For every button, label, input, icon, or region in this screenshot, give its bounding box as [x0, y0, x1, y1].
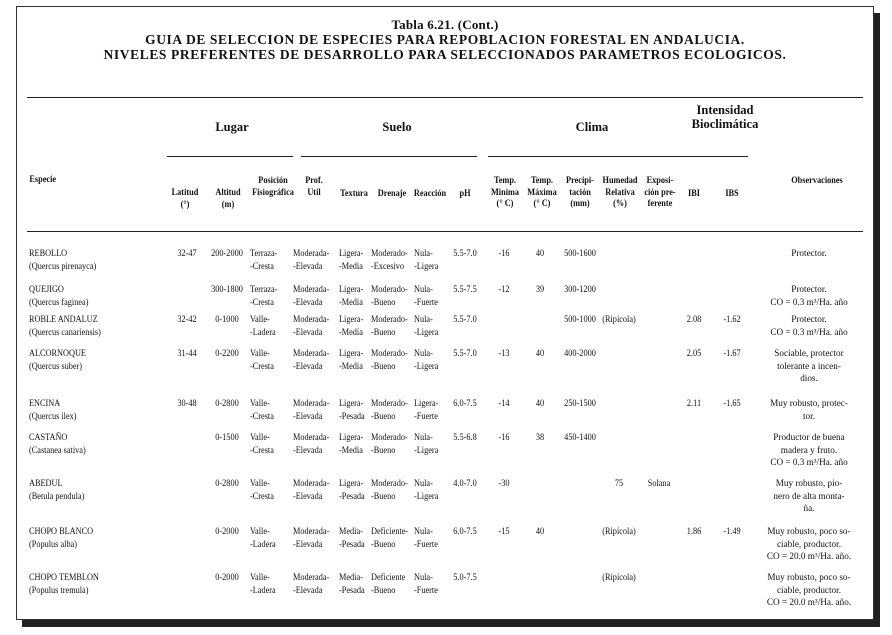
cell-ibs: -1.49: [723, 526, 741, 536]
cell-latitud: 31-44: [177, 348, 197, 358]
cell-textura: Ligera- -Media: [339, 348, 364, 371]
cell-altitud: 0-2000: [215, 572, 239, 582]
header-latitud: Latitud (°): [171, 187, 199, 209]
header-reaccion: Reacción: [413, 188, 447, 198]
cell-altitud: 0-2800: [215, 398, 239, 408]
cell-ph: 5.5-7.5: [453, 284, 477, 294]
cell-drenaje: Moderado- -Bueno: [371, 398, 408, 421]
cell-observaciones: Muy robusto, poco so- ciable, productor. CO = 20.0 m³/Ha. año.: [766, 572, 852, 607]
cell-prof: Moderada- -Elevada: [293, 314, 330, 337]
header-prof: Prof. Util: [305, 175, 323, 197]
cell-drenaje: Moderado- -Excesivo: [371, 248, 408, 271]
cell-textura: Media- -Pesada: [339, 526, 365, 549]
cell-observaciones: Productor de buena madera y fruto. CO = 0.3 m³/Ha. año: [770, 432, 848, 467]
cell-humedad: (Ripícola): [602, 526, 636, 536]
header-ibi: IBI: [688, 188, 700, 198]
cell-latitud: 30-48: [177, 398, 197, 408]
group-intensidad-rule: [680, 156, 748, 157]
cell-humedad: (Ripícola): [602, 314, 636, 324]
cell-textura: Ligera- -Media: [339, 314, 364, 337]
title-line-3: NIVELES PREFERENTES DE DESARROLLO PARA SELECCIONADOS PARAMETROS ECOLOGICOS.: [103, 47, 787, 62]
cell-posicion: Valle- -Ladera: [250, 572, 276, 595]
cell-tmax: 40: [535, 526, 545, 536]
cell-prof: Moderada- -Elevada: [293, 398, 330, 421]
cell-ibi: 1.86: [686, 526, 702, 536]
cell-ph: 4.0-7.0: [453, 478, 477, 488]
cell-especie: CHOPO TEMBLON (Populus tremula): [29, 572, 99, 595]
cell-ph: 5.5-7.0: [453, 314, 477, 324]
cell-prof: Moderada- -Elevada: [293, 284, 330, 307]
cell-latitud: 32-42: [177, 314, 197, 324]
group-clima-rule: [488, 156, 680, 157]
cell-drenaje: Moderado- -Bueno: [371, 314, 408, 337]
group-clima: Clima: [575, 120, 609, 134]
cell-reaccion: Nula- -Ligera: [414, 348, 439, 371]
header-ibs: IBS: [725, 188, 739, 198]
cell-posicion: Terraza- -Cresta: [250, 284, 278, 307]
header-exposicion: Exposi- ción pre- ferente: [644, 175, 676, 208]
cell-ibi: 2.05: [686, 348, 702, 358]
cell-tmax: 40: [535, 248, 545, 258]
cell-reaccion: Nula- -Ligera: [414, 432, 439, 455]
group-suelo: Suelo: [382, 120, 412, 134]
cell-posicion: Valle- -Ladera: [250, 314, 276, 337]
cell-observaciones: Protector. CO = 0.3 m³/Ha. año: [770, 284, 848, 307]
cell-posicion: Terraza- -Cresta: [250, 248, 278, 271]
cell-especie: ENCINA (Quercus ilex): [29, 398, 77, 421]
group-lugar-rule: [167, 156, 293, 157]
cell-tmin: -15: [498, 526, 510, 536]
cell-observaciones: Protector. CO = 0.3 m³/Ha. año: [770, 314, 848, 337]
cell-tmin: -16: [498, 432, 510, 442]
header-rule: [27, 231, 863, 232]
cell-ibs: -1.62: [723, 314, 741, 324]
group-lugar: Lugar: [215, 120, 249, 134]
cell-textura: Ligera- -Pesada: [339, 398, 365, 421]
cell-drenaje: Deficiente -Bueno: [371, 572, 406, 595]
cell-especie: ROBLE ANDALUZ (Quercus canariensis): [29, 314, 101, 337]
cell-textura: Ligera- -Media: [339, 248, 364, 271]
cell-reaccion: Ligera- -Fuerte: [414, 398, 439, 421]
cell-drenaje: Deficiente- -Bueno: [371, 526, 409, 549]
cell-observaciones: Muy robusto, poco so- ciable, productor. CO = 20.0 m³/Ha. año.: [766, 526, 852, 561]
cell-especie: QUEJIGO (Quercus faginea): [29, 284, 89, 307]
header-precip: Precipi- tación (mm): [566, 175, 594, 208]
cell-prof: Moderada- -Elevada: [293, 248, 330, 271]
cell-reaccion: Nula- -Ligera: [414, 314, 439, 337]
cell-humedad: 75: [614, 478, 624, 488]
cell-prof: Moderada- -Elevada: [293, 432, 330, 455]
cell-textura: Ligera- -Media: [339, 284, 364, 307]
cell-posicion: Valle- -Cresta: [250, 432, 274, 455]
cell-exposicion: Solana: [647, 478, 671, 488]
cell-altitud: 0-2800: [215, 478, 239, 488]
header-ph: pH: [459, 188, 471, 198]
cell-posicion: Valle- -Cresta: [250, 348, 274, 371]
cell-ibi: 2.08: [686, 314, 702, 324]
cell-posicion: Valle- -Ladera: [250, 526, 276, 549]
cell-ph: 5.0-7.5: [453, 572, 477, 582]
cell-tmin: -12: [498, 284, 510, 294]
cell-ph: 5.5-7.0: [453, 348, 477, 358]
cell-ph: 5.5-6.8: [453, 432, 477, 442]
cell-precip: 400-2000: [564, 348, 596, 358]
cell-drenaje: Moderado- -Bueno: [371, 348, 408, 371]
cell-reaccion: Nula- -Fuerte: [414, 284, 438, 307]
cell-tmax: 38: [535, 432, 545, 442]
header-drenaje: Drenaje: [377, 188, 407, 198]
cell-posicion: Valle- -Cresta: [250, 478, 274, 501]
cell-precip: 500-1600: [564, 248, 596, 258]
cell-tmin: -13: [498, 348, 510, 358]
cell-tmin: -30: [498, 478, 510, 488]
cell-drenaje: Moderado- -Bueno: [371, 432, 408, 455]
cell-posicion: Valle- -Cresta: [250, 398, 274, 421]
cell-textura: Media- -Pesada: [339, 572, 365, 595]
cell-observaciones: Sociable, protector tolerante a incen- dios.: [774, 348, 844, 383]
cell-altitud: 0-1500: [215, 432, 239, 442]
cell-prof: Moderada- -Elevada: [293, 526, 330, 549]
cell-especie: CHOPO BLANCO (Populus alba): [29, 526, 94, 549]
header-humedad: Humedad Relativa (%): [602, 175, 638, 208]
cell-especie: REBOLLO (Quercus pirenayca): [29, 248, 97, 271]
title-line-1: Tabla 6.21. (Cont.): [391, 17, 499, 32]
cell-altitud: 200-2000: [211, 248, 243, 258]
header-altitud: Altitud (m): [215, 187, 241, 209]
cell-tmax: 39: [535, 284, 545, 294]
title-line-2: GUIA DE SELECCION DE ESPECIES PARA REPOBLACION FORESTAL EN ANDALUCIA.: [145, 32, 745, 47]
cell-precip: 450-1400: [564, 432, 596, 442]
cell-ibi: 2.11: [686, 398, 702, 408]
cell-precip: 300-1200: [564, 284, 596, 294]
cell-observaciones: Protector.: [791, 248, 827, 258]
cell-especie: CASTAÑO (Castanea sativa): [29, 432, 86, 455]
cell-reaccion: Nula- -Fuerte: [414, 572, 438, 595]
cell-reaccion: Nula- -Ligera: [414, 478, 439, 501]
cell-tmin: -14: [498, 398, 510, 408]
cell-humedad: (Ripícola): [602, 572, 636, 582]
cell-ibs: -1.67: [723, 348, 741, 358]
header-tmax: Temp. Máxima (° C): [527, 175, 557, 208]
cell-tmin: -16: [498, 248, 510, 258]
cell-altitud: 300-1800: [211, 284, 243, 294]
document-page: [16, 6, 874, 620]
cell-observaciones: Muy robusto, protec- tor.: [770, 398, 848, 421]
header-observaciones: Observaciones: [791, 175, 843, 185]
cell-ph: 6.0-7.5: [453, 398, 477, 408]
cell-observaciones: Muy robusto, pio- nero de alta monta- ña.: [773, 478, 845, 513]
cell-especie: ALCORNOQUE (Quercus suber): [29, 348, 86, 371]
group-intensidad: Intensidad Bioclimática: [691, 103, 759, 131]
cell-prof: Moderada- -Elevada: [293, 572, 330, 595]
cell-textura: Ligera- -Media: [339, 432, 364, 455]
cell-drenaje: Moderado- -Bueno: [371, 478, 408, 501]
cell-especie: ABEDUL (Betula pendula): [29, 478, 85, 501]
cell-drenaje: Moderado- -Bueno: [371, 284, 408, 307]
cell-reaccion: Nula- -Fuerte: [414, 526, 438, 549]
header-posicion: Posición Fisiográfica: [252, 175, 294, 197]
cell-reaccion: Nula- -Ligera: [414, 248, 439, 271]
cell-precip: 250-1500: [564, 398, 596, 408]
cell-altitud: 0-2200: [215, 348, 239, 358]
group-suelo-rule: [301, 156, 477, 157]
cell-tmax: 40: [535, 348, 545, 358]
cell-latitud: 32-47: [177, 248, 197, 258]
cell-tmax: 40: [535, 398, 545, 408]
cell-ph: 6.0-7.5: [453, 526, 477, 536]
cell-ibs: -1.65: [723, 398, 741, 408]
cell-altitud: 0-1000: [215, 314, 239, 324]
table-title: [17, 17, 873, 62]
header-tmin: Temp. Minima (° C): [490, 175, 520, 208]
top-rule: [27, 97, 863, 98]
cell-ph: 5.5-7.0: [453, 248, 477, 258]
cell-precip: 500-1000: [564, 314, 596, 324]
cell-prof: Moderada- -Elevada: [293, 478, 330, 501]
header-especie: Especie: [29, 174, 57, 184]
cell-altitud: 0-2000: [215, 526, 239, 536]
cell-textura: Ligera- -Pesada: [339, 478, 365, 501]
header-textura: Textura: [340, 188, 368, 198]
cell-prof: Moderada- -Elevada: [293, 348, 330, 371]
